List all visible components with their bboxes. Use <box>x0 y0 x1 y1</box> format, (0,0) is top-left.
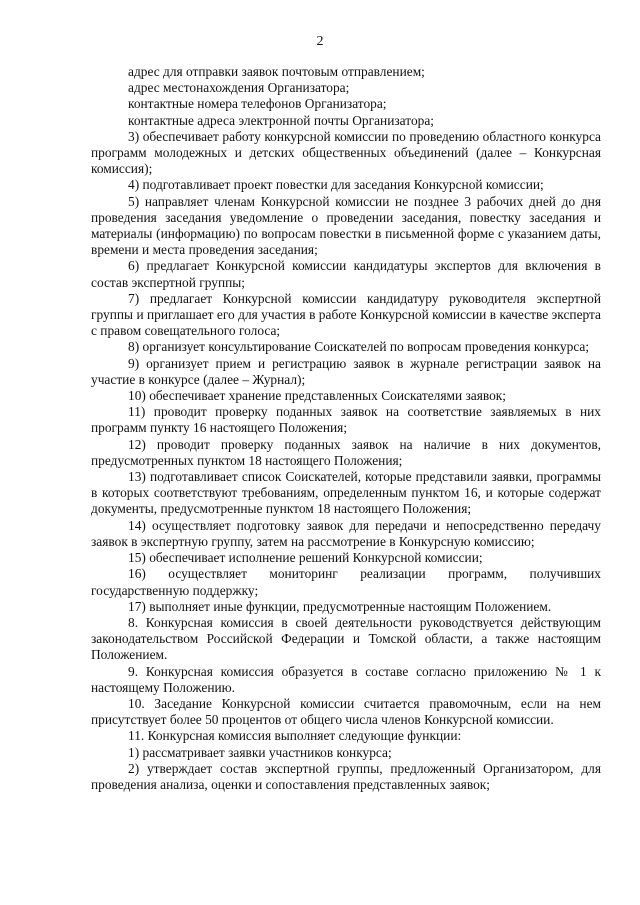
paragraph: контактные номера телефонов Организатора; <box>128 96 387 112</box>
paragraph: 16) осуществляет мониторинг реализации программ, получивших государственную поддержку; <box>91 566 601 598</box>
paragraph: 10) обеспечивает хранение представленных Соискателями заявок; <box>128 388 507 404</box>
paragraph: 7) предлагает Конкурсной комиссии кандидатуру руководителя экспертной группы и приглашает его для участия в работе Конкурсной комиссии в качестве эксперта с правом совещательного голоса; <box>91 290 601 339</box>
paragraph: 15) обеспечивает исполнение решений Конкурсной комиссии; <box>128 550 483 566</box>
paragraph: 6) предлагает Конкурсной комиссии кандидатуры экспертов для включения в состав экспертной группы; <box>91 258 601 290</box>
paragraph: 3) обеспечивает работу конкурсной комиссии по проведению областного конкурса программ молодежных и детских общественных объединений (далее – Конкурсная комиссия); <box>91 128 601 177</box>
paragraph: 14) осуществляет подготовку заявок для передачи и непосредственно передачу заявок в экспертную группу, затем на рассмотрение в Конкурсную комиссию; <box>91 517 601 549</box>
paragraph: 17) выполняет иные функции, предусмотренные настоящим Положением. <box>128 598 552 614</box>
paragraph: 5) направляет членам Конкурсной комиссии не позднее 3 рабочих дней до дня проведения заседания уведомление о проведении заседания, повестку заседания и материалы (информацию) по вопросам повестки в письменной форме с указанием даты, времени и места проведения заседания; <box>91 193 601 258</box>
paragraph: 2) утверждает состав экспертной группы, предложенный Организатором, для проведения анализа, оценки и сопоставления представленных заявок; <box>91 760 601 792</box>
paragraph: 11. Конкурсная комиссия выполняет следующие функции: <box>128 728 462 744</box>
paragraph: 12) проводит проверку поданных заявок на наличие в них документов, предусмотренных пунктом 18 настоящего Положения; <box>91 436 601 468</box>
paragraph: адрес местонахождения Организатора; <box>128 80 350 96</box>
paragraph: 1) рассматривает заявки участников конкурса; <box>128 744 392 760</box>
document-body <box>91 64 601 793</box>
paragraph: 11) проводит проверку поданных заявок на соответствие заявляемых в них программ пункту 16 настоящего Положения; <box>91 404 601 436</box>
page-number: 2 <box>316 34 324 49</box>
paragraph: 13) подготавливает список Соискателей, которые представили заявки, программы в которых соответствуют требованиям, определенным пунктом 16, и которые содержат документы, предусмотренные пунктом 18 настоящего Положения; <box>91 469 601 517</box>
paragraph: 8) организует консультирование Соискателей по вопросам проведения конкурса; <box>128 339 590 355</box>
paragraph: 4) подготавливает проект повестки для заседания Конкурсной комиссии; <box>128 177 544 193</box>
paragraph: 9. Конкурсная комиссия образуется в составе согласно приложению № 1 к настоящему Положению. <box>91 663 601 695</box>
paragraph: 10. Заседание Конкурсной комиссии считается правомочным, если на нем присутствует более 50 процентов от общего числа членов Конкурсной комиссии. <box>91 695 601 728</box>
paragraph: 9) организует прием и регистрацию заявок в журнале регистрации заявок на участие в конкурсе (далее – Журнал); <box>91 355 601 387</box>
paragraph: контактные адреса электронной почты Организатора; <box>128 112 435 128</box>
paragraph: адрес для отправки заявок почтовым отправлением; <box>128 64 425 79</box>
paragraph: 8. Конкурсная комиссия в своей деятельности руководствуется действующим законодательством Российской Федерации и Томской области, а также настоящим Положением. <box>91 614 601 663</box>
